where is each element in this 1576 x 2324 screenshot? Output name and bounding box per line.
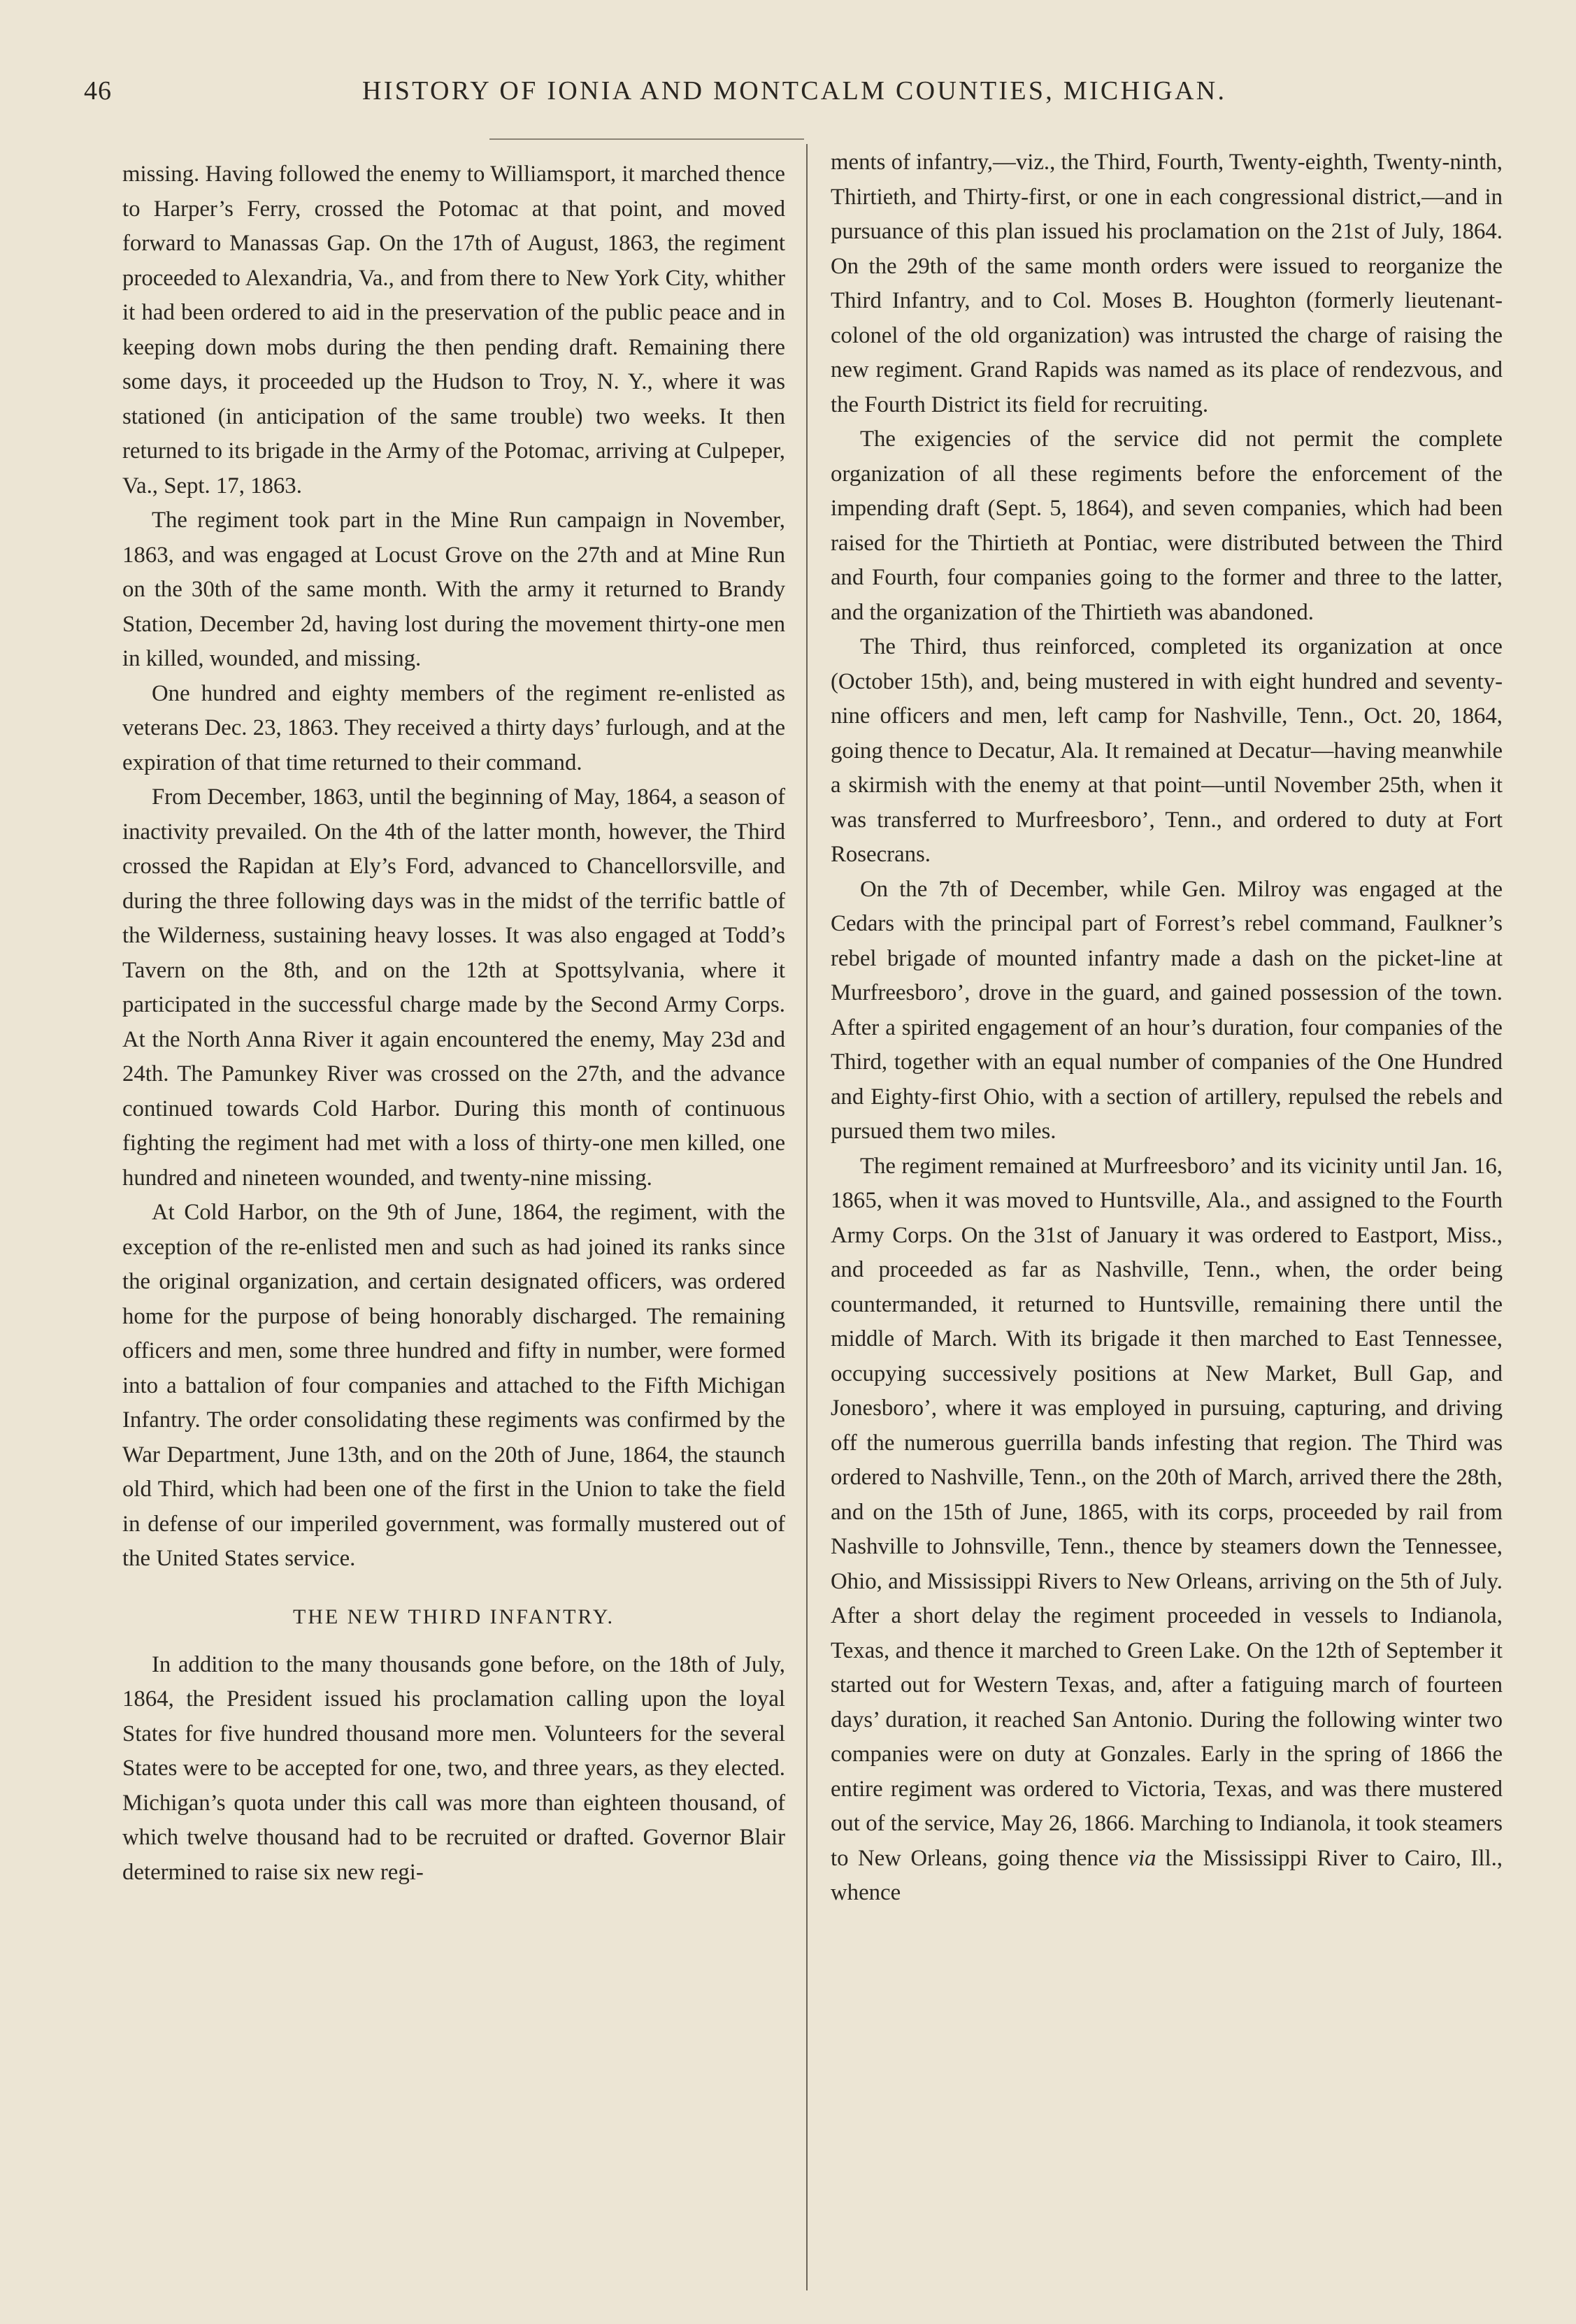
paragraph: In addition to the many thousands gone before, on the 18th of July, 1864, the President issued his proclamation calling upon the loyal States for five hundred thousand more men. Volunteers for the several States were to be accepted for one, two, and three years, as they elected. Michigan’s quota under this call was more than eighteen thousand, of which twelve thousand had to be recruited or drafted. Governor Blair determined to raise six new regi- [122, 1651, 785, 1885]
paragraph: At Cold Harbor, on the 9th of June, 1864, the regiment, with the exception of the re-enlisted men and such as had joined its ranks since the original organization, and certain designated officers, was ordered home for the purpose of being honorably discharged. The remaining officers and men, some three hundred and fifty in number, were formed into a battalion of four companies and attached to the Fifth Michigan Infantry. The order consolidating these regiments was confirmed by the War Department, June 13th, and on the 20th of June, 1864, the staunch old Third, which had been one of the first in the Union to take the field in defense of our imperiled government, was formally mustered out of the United States service. [122, 1200, 785, 1571]
paragraph: From December, 1863, until the beginning of May, 1864, a season of inactivity prevailed. On the 4th of the latter month, however, the Third crossed the Rapidan at Ely’s Ford, advanced to Chancellorsville, and during the three following days was in the midst of the terrific battle of the Wilderness, sustaining heavy losses. It was also engaged at Todd’s Tavern on the 8th, and on the 12th at Spottsylvania, where it participated in the successful charge made by the Second Army Corps. At the North Anna River it again encountered the enemy, May 23d and 24th. The Pamunkey River was crossed on the 27th, and the advance continued towards Cold Harbor. During this month of continuous fighting the regiment had met with a loss of thirty-one men killed, one hundred and nineteen wounded, and twenty-nine missing. [122, 784, 785, 1191]
paragraph: On the 7th of December, while Gen. Milroy was engaged at the Cedars with the principal part of Forrest’s rebel command, Faulkner’s rebel brigade of mounted infantry made a dash on the picket-line at Murfreesboro’, drove in the guard, and gained possession of the town. After a spirited engagement of an hour’s duration, four companies of the Third, together with an equal number of companies of the One Hundred and Eighty-first Ohio, with a section of artillery, repulsed the rebels and pursued them two miles. [831, 876, 1503, 1144]
column-divider [806, 144, 808, 2290]
paragraph: One hundred and eighty members of the regiment re-enlisted as veterans Dec. 23, 1863. They received a thirty days’ furlough, and at the expiration of that time returned to their command. [122, 680, 785, 775]
page-header [84, 76, 1510, 117]
italic-word: via [1128, 1845, 1156, 1871]
section-heading: THE NEW THIRD INFANTRY. [292, 1605, 615, 1628]
paragraph: The regiment took part in the Mine Run campaign in November, 1863, and was engaged at Locust Grove on the 27th and at Mine Run on the 30th of the same month. With the army it returned to Brandy Station, December 2d, having lost during the movement thirty-one men in killed, wounded, and missing. [122, 508, 785, 671]
paragraph-text-end: the Mississippi River to Cairo, Ill., whence [831, 1845, 1503, 1905]
paragraph [831, 1149, 1503, 1911]
paragraph-text: The regiment remained at Murfreesboro’ and its vicinity until Jan. 16, 1865, when it was moved to Huntsville, Ala., and assigned to the Fourth Army Corps. On the 31st of January it was ordered to Eastport, Miss., and proceeded as far as Nashville, Tenn., when, the order being countermanded, it returned to Huntsville, remaining there until the middle of March. With its brigade it then marched to East Tennessee, occupying successively positions at New Market, Bull Gap, and Jonesboro’, where it was employed in pursuing, capturing, and driving off the numerous guerrilla bands infesting that region. The Third was ordered to Nashville, Tenn., on the 20th of March, arrived there the 28th, and on the 15th of June, 1865, with its corps, proceeded by rail from Nashville to Johnsville, Tenn., thence by steamers down the Tennessee, Ohio, and Mississippi Rivers to New Orleans, arriving on the 5th of July. After a short delay the regiment proceeded in vessels to Indianola, Texas, and thence it marched to Green Lake. On the 12th of September it started out for Western Texas, and, after a fatiguing march of fourteen days’ duration, it reached San Antonio. During the following winter two companies were on duty at Gonzales. Early in the spring of 1866 the entire regiment was ordered to Victoria, Texas, and was there mustered out of the service, May 26, 1866. Marching to Indianola, it took steamers to New Orleans, going thence [831, 1153, 1503, 1871]
header-rule [489, 138, 804, 140]
paragraph: missing. Having followed the enemy to Williamsport, it marched thence to Harper’s Ferry, crossed the Potomac at that point, and moved forward to Manassas Gap. On the 17th of August, 1863, the regiment proceeded to Alexandria, Va., and from there to New York City, whither it had been ordered to aid in the preservation of the public peace and in keeping down mobs during the then pending draft. Remaining there some days, it proceeded up the Hudson to Troy, N. Y., where it was stationed (in anticipation of the same trouble) two weeks. It then returned to its brigade in the Army of the Potomac, arriving at Culpeper, Va., Sept. 17, 1863. [122, 162, 785, 498]
left-column [122, 157, 785, 1890]
page-number: 46 [84, 76, 112, 106]
paragraph: The exigencies of the service did not permit the complete organization of all these regiments before the enforcement of the impending draft (Sept. 5, 1864), and seven companies, which had been raised for the Thirtieth at Pontiac, were distributed between the Third and Fourth, four companies going to the former and three to the latter, and the organization of the Thirtieth was abandoned. [831, 426, 1503, 625]
paragraph: The Third, thus reinforced, completed its organization at once (October 15th), and, being mustered in with eight hundred and seventy-nine officers and men, left camp for Nashville, Tenn., Oct. 20, 1864, going thence to Decatur, Ala. It remained at Decatur—having meanwhile a skirmish with the enemy at that point—until November 25th, when it was transferred to Murfreesboro’, Tenn., and ordered to duty at Fort Rosecrans. [831, 634, 1503, 867]
running-title: HISTORY OF IONIA AND MONTCALM COUNTIES, MICHIGAN. [362, 76, 1227, 106]
right-column [831, 145, 1503, 1911]
paragraph: ments of infantry,—viz., the Third, Fourth, Twenty-eighth, Twenty-ninth, Thirtieth, and Thirty-first, or one in each congressional district,—and in pursuance of this plan issued his proclamation on the 21st of July, 1864. On the 29th of the same month orders were issued to reorganize the Third Infantry, and to Col. Moses B. Houghton (formerly lieutenant-colonel of the old organization) was intrusted the charge of raising the new regiment. Grand Rapids was named as its place of rendezvous, and the Fourth District its field for recruiting. [831, 150, 1503, 417]
